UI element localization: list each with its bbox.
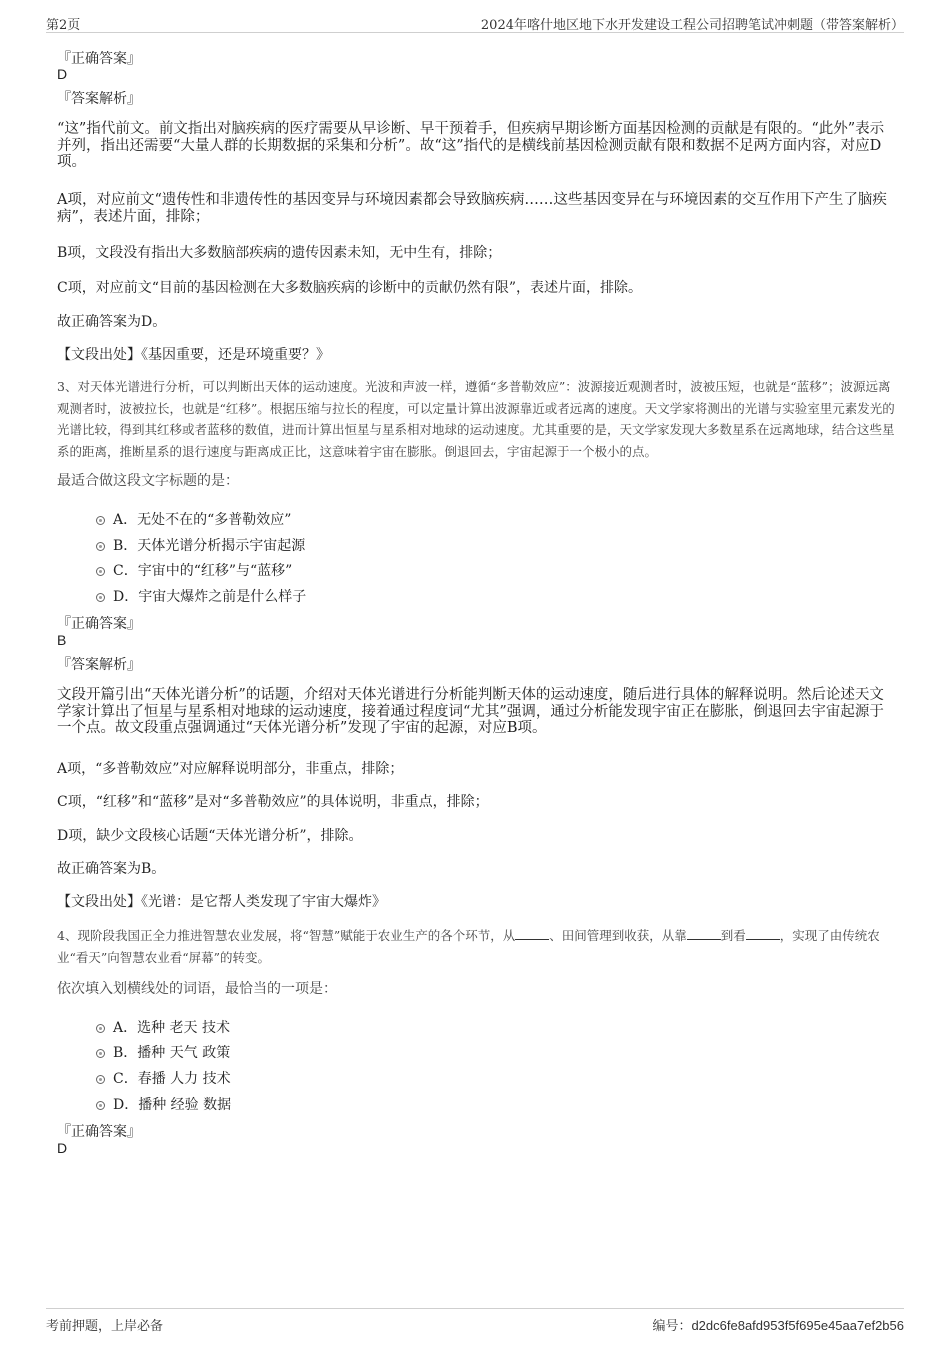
q3-option-c[interactable]: C．宇宙中的“红移”与“蓝移” [96, 560, 292, 580]
page-footer [46, 1308, 904, 1335]
q3-analysis-p4: D项，缺少文段核心话题“天体光谱分析”，排除。 [57, 828, 363, 844]
q3-answer: B [57, 632, 67, 648]
q4-answer: D [57, 1140, 68, 1156]
q3-analysis-p1: 文段开篇引出“天体光谱分析”的话题，介绍对天体光谱进行分析能判断天体的运动速度，随后进行具体的解释说明。然后论述天文学家计算出了恒星与星系相对地球的运动速度，接着通过程度词“尤其”强调，通过分析能发现宇宙正在膨胀，倒退回去宇宙起源于一个点。故文段重点强调通过“天体光谱分析”发现了宇宙的起源，对应B项。 [57, 687, 884, 736]
q4-option-c[interactable]: C．春播 人力 技术 [96, 1068, 231, 1088]
radio-icon[interactable] [96, 1101, 105, 1110]
q4-option-a[interactable]: A．选种 老天 技术 [96, 1017, 230, 1037]
q4-stem: 4、现阶段我国正全力推进智慧农业发展，将“智慧”赋能于农业生产的各个环节，从 、田间管理到收获，从靠 到看 ，实现了由传统农业“看天”向智慧农业看“屏幕”的转变。 [57, 928, 880, 965]
radio-icon[interactable] [96, 1024, 105, 1033]
q3-stem: 3、对天体光谱进行分析，可以判断出天体的运动速度。光波和声波一样，遵循“多普勒效应”：波源接近观测者时，波被压短，也就是“蓝移”；波源远离观测者时，波被拉长，也就是“红移”。根据压缩与拉长的程度，可以定量计算出波源靠近或者远离的速度。天文学家将测出的光谱与实验室里元素发光的光谱比较，得到其红移或者蓝移的数值，进而计算出恒星与星系相对地球的运动速度。尤其重要的是，天文学家发现大多数星系在远离地球，结合这些星系的距离，推断星系的退行速度与距离成正比，这意味着宇宙在膨胀。倒退回去，宇宙起源于一个极小的点。 [57, 379, 895, 459]
q3-option-a[interactable]: A．无处不在的“多普勒效应” [96, 509, 291, 529]
radio-icon[interactable] [96, 567, 105, 576]
radio-icon[interactable] [96, 516, 105, 525]
q2-analysis-p5: 故正确答案为D。 [57, 314, 167, 330]
q3-question: 最适合做这段文字标题的是： [57, 473, 239, 489]
q4-blank-1 [515, 928, 549, 940]
q2-answer: D [57, 66, 68, 82]
q3-option-d[interactable]: D．宇宙大爆炸之前是什么样子 [96, 586, 306, 606]
q3-source: 【文段出处】《光谱：是它帮人类发现了宇宙大爆炸》 [57, 894, 386, 910]
q3-option-b[interactable]: B．天体光谱分析揭示宇宙起源 [96, 535, 305, 555]
q2-analysis-p1: “这”指代前文。前文指出对脑疾病的医疗需要从早诊断、早干预着手，但疾病早期诊断方面基因检测的贡献是有限的。“此外”表示并列，指出还需要“大量人群的长期数据的采集和分析”。故“这”指代的是横线前基因检测贡献有限和数据不足两方面内容，对应D项。 [57, 121, 885, 170]
radio-icon[interactable] [96, 593, 105, 602]
q4-answer-label: 『正确答案』 [57, 1124, 141, 1140]
document-title: 2024年喀什地区地下水开发建设工程公司招聘笔试冲刺题（带答案解析） [480, 18, 904, 33]
q4-blank-3 [746, 928, 780, 940]
q4-option-b[interactable]: B．播种 天气 政策 [96, 1042, 230, 1062]
radio-icon[interactable] [96, 542, 105, 551]
q3-analysis-label: 『答案解析』 [57, 657, 141, 673]
footer-slogan: 考前押题，上岸必备 [46, 1319, 164, 1334]
q3-answer-label: 『正确答案』 [57, 616, 141, 632]
radio-icon[interactable] [96, 1049, 105, 1058]
q3-analysis-p5: 故正确答案为B。 [57, 861, 166, 877]
q2-analysis-p4: C项，对应前文“目前的基因检测在大多数脑疾病的诊断中的贡献仍然有限”，表述片面，排除。 [57, 280, 643, 296]
q2-analysis-p2: A项，对应前文“遗传性和非遗传性的基因变异与环境因素都会导致脑疾病……这些基因变异在与环境因素的交互作用下产生了脑疾病”，表述片面，排除； [57, 192, 887, 225]
document-code: 编号：d2dc6fe8afd953f5f695e45aa7ef2b56 [652, 1318, 904, 1334]
q3-analysis-p2: A项，“多普勒效应”对应解释说明部分，非重点，排除； [57, 761, 404, 777]
q2-source: 【文段出处】《基因重要，还是环境重要？》 [57, 347, 330, 363]
q4-option-d[interactable]: D．播种 经验 数据 [96, 1094, 231, 1114]
page-number: 第2页 [46, 18, 81, 33]
q3-analysis-p3: C项，“红移”和“蓝移”是对“多普勒效应”的具体说明，非重点，排除； [57, 794, 489, 810]
page-header [46, 12, 904, 33]
q2-analysis-p3: B项，文段没有指出大多数脑部疾病的遗传因素未知，无中生有，排除； [57, 245, 502, 261]
q2-answer-label: 『正确答案』 [57, 51, 141, 67]
q2-analysis-label: 『答案解析』 [57, 91, 141, 107]
radio-icon[interactable] [96, 1075, 105, 1084]
q4-blank-2 [687, 928, 721, 940]
q4-question: 依次填入划横线处的词语，最恰当的一项是： [57, 981, 337, 997]
